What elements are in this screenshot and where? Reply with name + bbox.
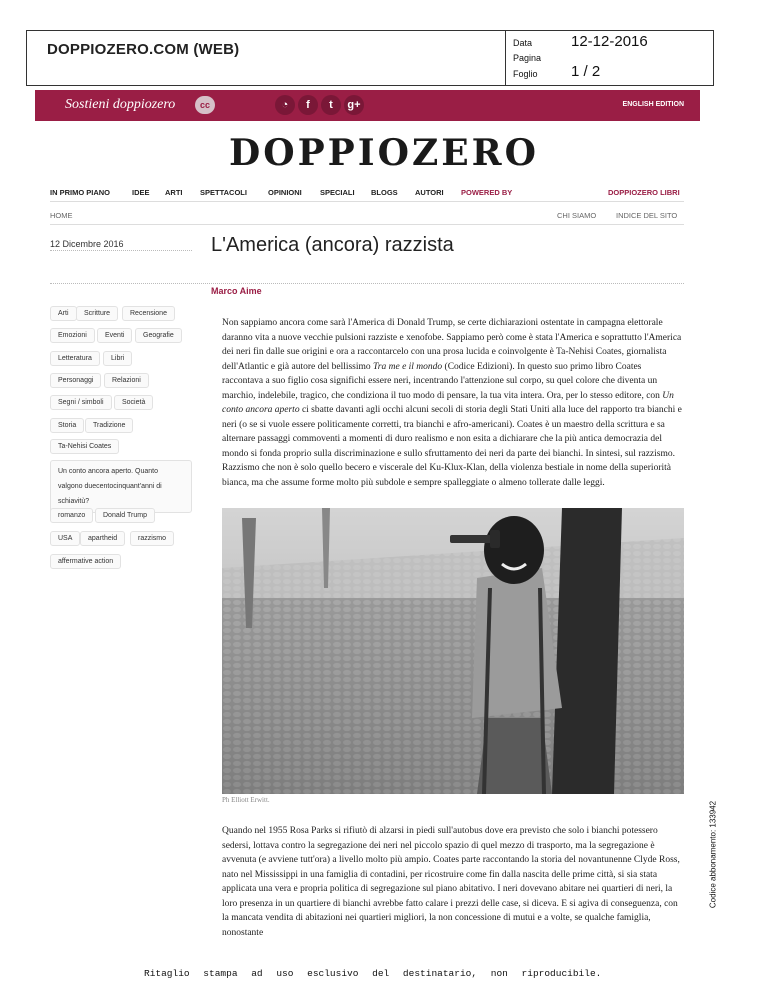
p1-text: (Codice Edizioni). In questo suo primo libro Coates raccontava a suo figlio cosa significhi essere neri, incentrando l'attenzione sul corpo, su quel colore che diventa un marchio, indelebile, tragico, che condiziona il tuo modo di pensare, la tua vita intera. Ora, per lo stesso editore, con — [222, 361, 663, 401]
tag[interactable]: affermative action — [50, 554, 121, 569]
tag[interactable]: Scritture — [76, 306, 118, 321]
nav-autori[interactable]: AUTORI — [415, 188, 444, 197]
tag[interactable]: Relazioni — [104, 373, 149, 388]
data-value: 12-12-2016 — [571, 33, 648, 50]
article-photo — [222, 508, 684, 794]
photo-caption: Ph Elliott Erwitt. — [222, 796, 270, 804]
title-divider — [50, 283, 684, 285]
facebook-icon[interactable]: f — [298, 95, 318, 115]
foglio-value: 1 / 2 — [571, 63, 601, 80]
tag[interactable]: Storia — [50, 418, 84, 433]
p1-book-title: Tra me e il mondo — [373, 361, 443, 372]
top-banner — [35, 90, 700, 121]
article-title: L'America (ancora) razzista — [211, 234, 454, 256]
sostieni-link[interactable]: Sostieni doppiozero — [65, 97, 176, 112]
nav-opinioni[interactable]: OPINIONI — [268, 188, 302, 197]
tag[interactable]: Libri — [103, 351, 132, 366]
nav-doppiozero-libri[interactable]: DOPPIOZERO LIBRI — [608, 188, 680, 197]
google-plus-icon[interactable]: g+ — [344, 95, 364, 115]
tag[interactable]: Ta-Nehisi Coates — [50, 439, 119, 454]
clipping-header — [26, 30, 714, 86]
source-name: DOPPIOZERO.COM (WEB) — [47, 41, 240, 58]
nav-speciali[interactable]: SPECIALI — [320, 188, 355, 197]
article-date: 12 Dicembre 2016 — [50, 239, 124, 249]
subscription-code-text: Codice abbonamento: 133942 — [708, 800, 718, 909]
tag[interactable]: apartheid — [80, 531, 125, 546]
tag[interactable]: Geografie — [135, 328, 182, 343]
pagina-label: Pagina — [513, 53, 542, 63]
data-label: Data — [513, 38, 533, 48]
chi-siamo-link[interactable]: CHI SIAMO — [557, 211, 597, 220]
rss-icon[interactable]: ◔ — [275, 95, 295, 115]
foglio-label: Foglio — [513, 69, 538, 79]
footer-notice: Ritaglio stampa ad uso esclusivo del destinatario, non riproducibile. — [144, 968, 602, 979]
p1-text: Non sappiamo ancora come sarà l'America di Donald Trump, se certe dichiarazioni ostentate in campagna elettorale daranno vita a nuove vecchie pulsioni razziste e xenofobe. Sappiamo però come è stata l'America e soprattutto l'America dei neri fin dalle sue origini e ora a raccontarcelo con una prosa lucida e coinvolgente è Ta-Nehisi Coates, giornalista dell'Atlantic e già autore del bellissimo — [222, 318, 682, 372]
nav-idee[interactable]: IDEE — [132, 188, 150, 197]
tag[interactable]: Emozioni — [50, 328, 95, 343]
cc-icon[interactable]: cc — [195, 96, 215, 114]
tag[interactable]: Donald Trump — [95, 508, 155, 523]
tag[interactable]: razzismo — [130, 531, 174, 546]
article-paragraph-2: Quando nel 1955 Rosa Parks si rifiutò di alzarsi in piedi sull'autobus dove era previsto che solo i bianchi potessero sedersi, lottava contro la segregazione dei neri nel piccolo spazio di quel mezzo di trasporto, ma la segregazione è avvenuta (e avviene tutt'ora) a livello molto più ampio. Coates parte raccontando la storia del novantunenne Clyde Ross, nato nel Mississippi in una famiglia di contadini, per ricostruire come fin dalla nascita delle prime città, si sia stata applicata una vera e propria politica di segregazione sul piano abitativo. I neri dovevano abitare nei quartieri di neri, la loro presenza in un quartiere di bianchi avrebbe fatto calare i prezzi delle case, si diceva. E si agiva di conseguenza, con la mancata vendita di abitazioni nei quartieri migliori, la non concessione di mutui e a volte, se qualche famiglia, nonostante — [222, 826, 680, 938]
tag[interactable]: Personaggi — [50, 373, 101, 388]
tag[interactable]: Tradizione — [85, 418, 133, 433]
tag[interactable]: Società — [114, 395, 153, 410]
indice-link[interactable]: INDICE DEL SITO — [616, 211, 678, 220]
site-logo[interactable]: DOPPIOZERO — [229, 132, 539, 174]
tag[interactable]: Arti — [50, 306, 77, 321]
p1-text: ci sbatte davanti agli occhi alcuni secoli di storia degli Stati Uniti alla luce del rapporto tra bianchi e neri (o se si vuole essere politicamente corretti, tra bianchi e afro-americani). Coates è un maestro della scrittura e sa alternare passaggi commoventi a momenti di duro realismo e non esita a dichiarare che la più antica democrazia del mondo si fonda proprio sulla discriminazione e sullo sfruttamento dei neri da parte dei bianchi. In sintesi, sul razzismo. Razzismo che non è solo quello becero e viscerale del Ku-Klux-Klan, della violenza bestiale in nome della superiorità bianca, ma che assume forme molto più subdole e sempre spalleggiate o almeno tollerate dalle leggi. — [222, 405, 682, 489]
tag[interactable]: romanzo — [50, 508, 93, 523]
subscription-code — [702, 750, 724, 968]
article-author[interactable]: Marco Aime — [211, 286, 262, 296]
article-paragraph-1 — [222, 316, 684, 491]
nav-arti[interactable]: ARTI — [165, 188, 183, 197]
source-box — [27, 31, 506, 85]
tag-book[interactable]: Un conto ancora aperto. Quanto valgono duecentocinquant'anni di schiavitù? — [50, 460, 192, 513]
nav-spettacoli[interactable]: SPETTACOLI — [200, 188, 247, 197]
english-edition-link[interactable]: ENGLISH EDITION — [622, 101, 684, 108]
date-divider — [50, 250, 192, 252]
breadcrumb-home[interactable]: HOME — [50, 211, 73, 220]
nav-powered-by[interactable]: POWERED BY — [461, 188, 513, 197]
tag[interactable]: Recensione — [122, 306, 175, 321]
p1-book-title: Un conto ancora aperto — [222, 390, 674, 416]
tag[interactable]: Eventi — [97, 328, 132, 343]
tag[interactable]: Letteratura — [50, 351, 100, 366]
tag[interactable]: Segni / simboli — [50, 395, 112, 410]
nav-divider — [50, 201, 684, 202]
nav-in-primo-piano[interactable]: IN PRIMO PIANO — [50, 188, 111, 197]
twitter-icon[interactable]: t — [321, 95, 341, 115]
tag[interactable]: USA — [50, 531, 80, 546]
subnav-divider — [50, 224, 684, 225]
nav-blogs[interactable]: BLOGS — [371, 188, 398, 197]
